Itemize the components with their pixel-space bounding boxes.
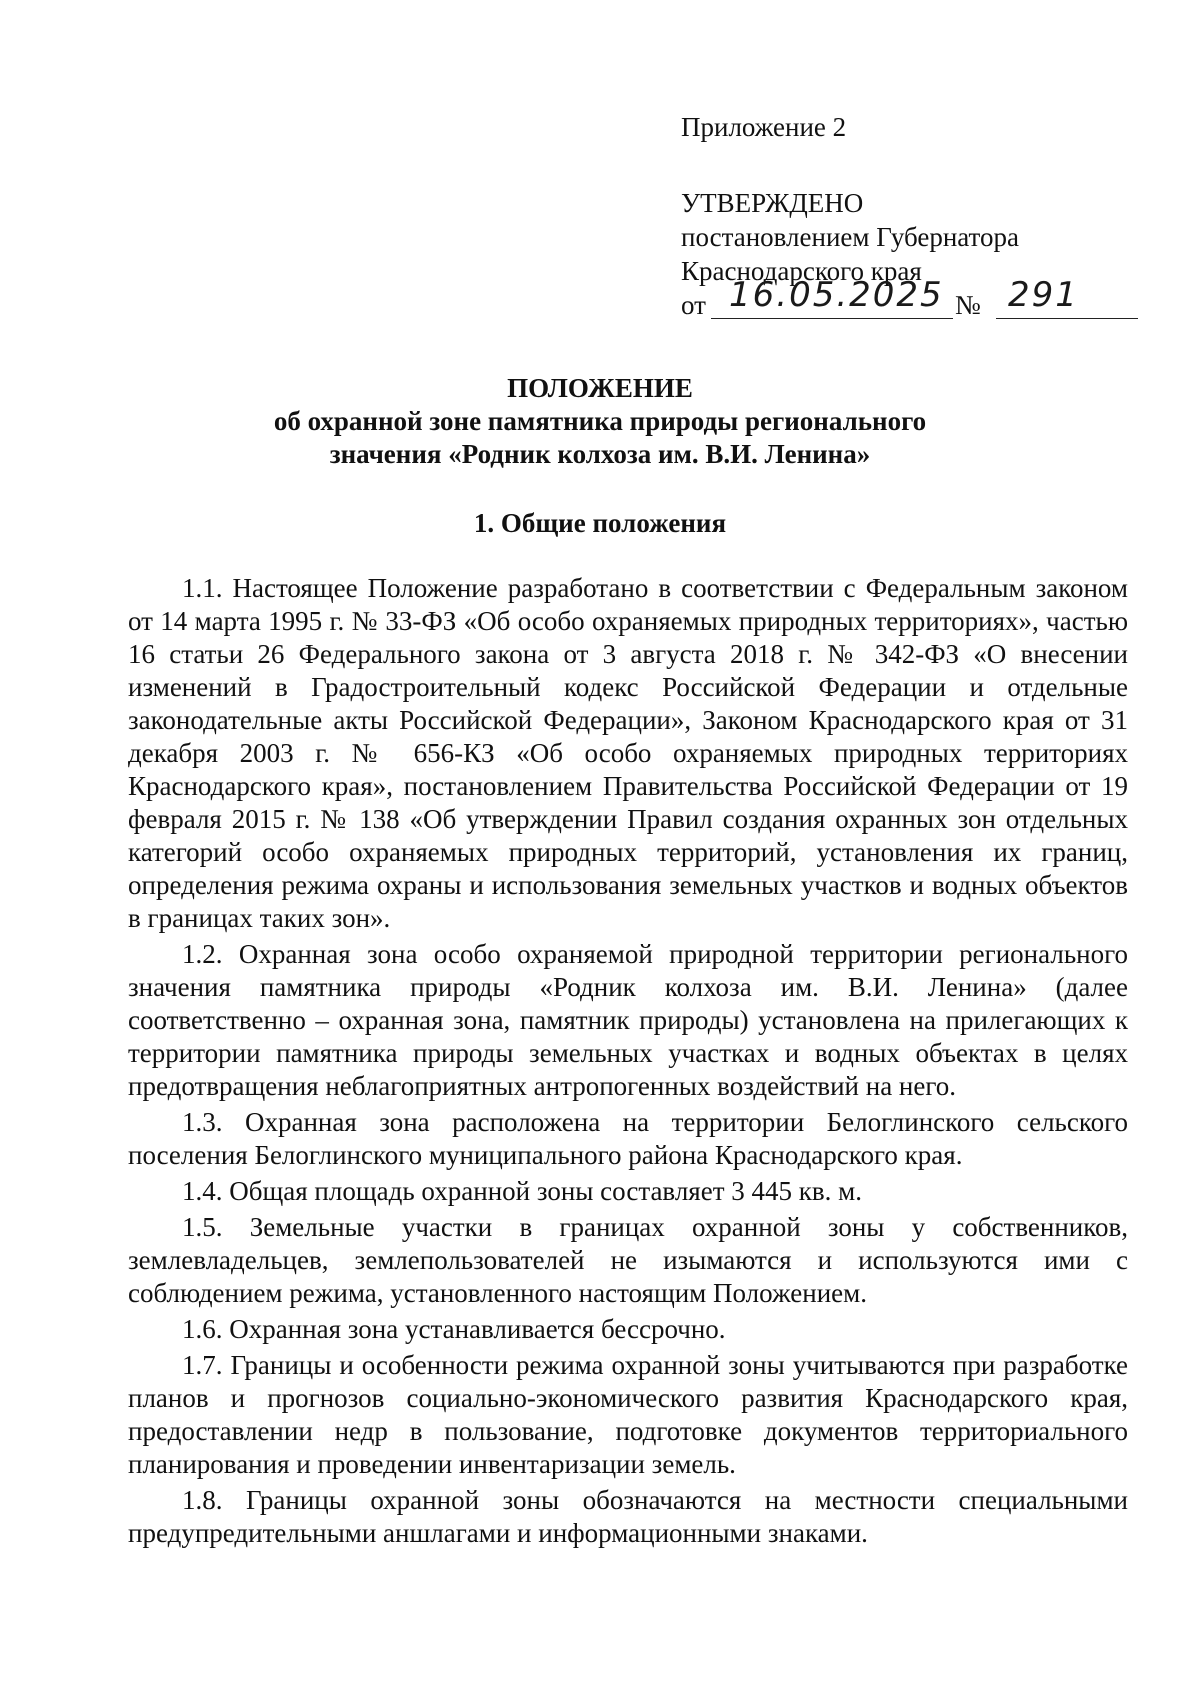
title-subtitle-line-2: значения «Родник колхоза им. В.И. Ленина» xyxy=(329,439,871,469)
number-underline xyxy=(996,318,1138,319)
approval-line-1: постановлением Губернатора xyxy=(681,222,1019,252)
document-body xyxy=(128,572,1128,1553)
paragraph-1-6: 1.6. Охранная зона устанавливается бессрочно. xyxy=(182,1314,726,1344)
number-prefix: № xyxy=(955,290,981,320)
paragraph-1-3: 1.3. Охранная зона расположена на территории Белоглинского сельского поселения Белоглинского муниципального района Краснодарского края. xyxy=(128,1107,1128,1170)
date-underline xyxy=(711,318,953,319)
paragraph-1-7: 1.7. Границы и особенности режима охранной зоны учитываются при разработке планов и прогнозов социально-экономического развития Краснодарского края, предоставлении недр в пользование, подготовке документов территориального планирования и проведении инвентаризации земель. xyxy=(128,1350,1128,1479)
title-heading: ПОЛОЖЕНИЕ xyxy=(507,373,693,403)
paragraph-1-1: 1.1. Настоящее Положение разработано в соответствии с Федеральным законом от 14 марта 1995 г. № 33-ФЗ «Об особо охраняемых природных территориях», частью 16 статьи 26 Федерального закона от 3 августа 2018 г. № 342-ФЗ «О внесении изменений в Градостроительный кодекс Российской Федерации и отдельные законодательные акты Российской Федерации», Законом Краснодарского края от 31 декабря 2003 г. № 656-КЗ «Об особо охраняемых природных территориях Краснодарского края», постановлением Правительства Российской Федерации от 19 февраля 2015 г. № 138 «Об утверждении Правил создания охранных зон отдельных категорий особо охраняемых природных территорий, установления их границ, определения режима охраны и использования земельных участков и водных объектов в границах таких зон». xyxy=(128,573,1128,933)
date-number-line xyxy=(681,275,1141,324)
title-subtitle-line-1: об охранной зоне памятника природы регионального xyxy=(273,406,927,436)
paragraph-1-8: 1.8. Границы охранной зоны обозначаются на местности специальными предупредительными аншлагами и информационными знаками. xyxy=(128,1485,1128,1548)
paragraph-1-5: 1.5. Земельные участки в границах охранной зоны у собственников, землевладельцев, землепользователей не изымаются и используются ими с соблюдением режима, установленного настоящим Положением. xyxy=(128,1212,1128,1308)
handwritten-number: 291 xyxy=(1008,275,1079,315)
paragraph-1-4: 1.4. Общая площадь охранной зоны составляет 3 445 кв. м. xyxy=(182,1176,862,1206)
approved-label: УТВЕРЖДЕНО xyxy=(681,188,864,218)
handwritten-date: 16.05.2025 xyxy=(729,275,944,315)
approval-block xyxy=(681,110,1141,324)
appendix-label: Приложение 2 xyxy=(681,112,847,142)
section-title: 1. Общие положения xyxy=(473,508,727,538)
document-title xyxy=(0,372,1200,471)
approval-line-2: Краснодарского края xyxy=(681,256,922,286)
paragraph-1-2: 1.2. Охранная зона особо охраняемой природной территории регионального значения памятника природы «Родник колхоза им. В.И. Ленина» (далее соответственно – охранная зона, памятник природы) установлена на прилегающих к территории памятника природы земельных участках и водных объектах в целях предотвращения неблагоприятных антропогенных воздействий на него. xyxy=(128,939,1128,1101)
date-prefix: от xyxy=(681,290,706,320)
